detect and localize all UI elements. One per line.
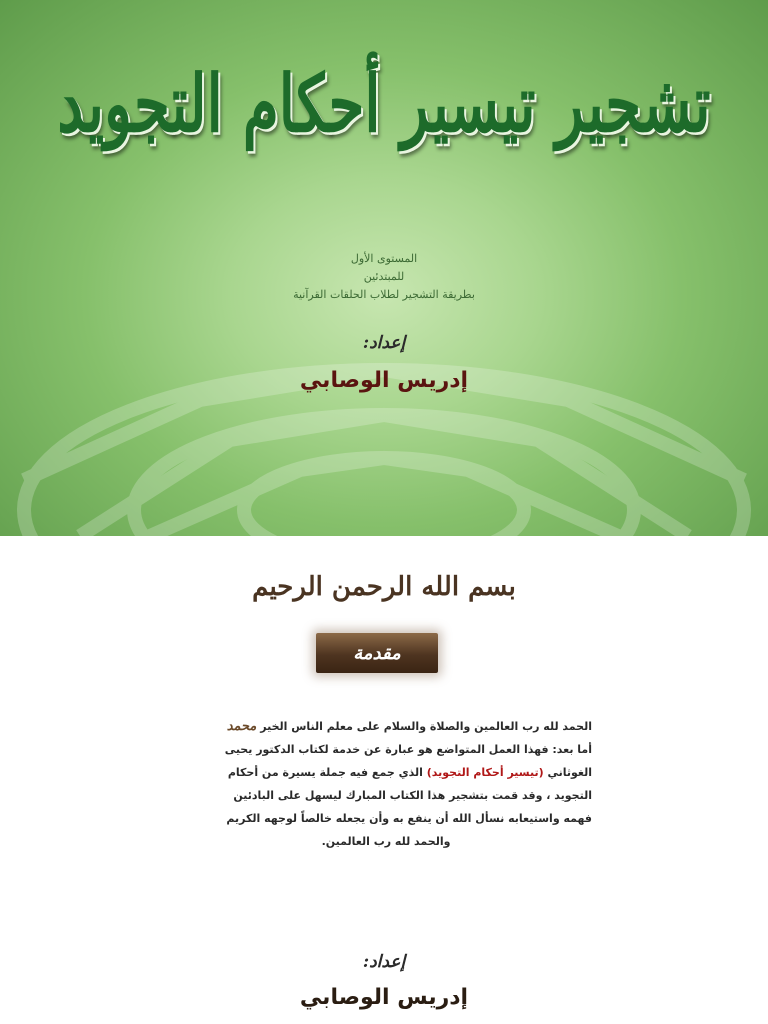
intro-body: [180, 715, 592, 853]
intro-author: إدريس الوصابي: [299, 985, 469, 1010]
geometric-pattern-background: [0, 280, 768, 536]
intro-line-3: الغوثاني (تيسير أحكام التجويد) الذي جمع فيه جملة يسيرة من أحكام: [227, 766, 592, 779]
book-title-highlight: (تيسير أحكام التجويد): [426, 766, 544, 779]
cover-title: تشجير تيسير أحكام التجويد: [57, 58, 711, 150]
intro-line-1: الحمد لله رب العالمين والصلاة والسلام على معلم الناس الخير محمد: [226, 719, 592, 734]
basmala: بسم الله الرحمن الرحيم: [252, 572, 516, 602]
cover-author: إدريس الوصابي: [299, 368, 469, 393]
cover-subtitle-block: [0, 250, 768, 304]
level-text: المستوى الأول: [350, 252, 418, 265]
intro-line-2: أما بعد: فهذا العمل المتواضع هو عبارة عن خدمة لكتاب الدكتور يحيى: [224, 743, 592, 756]
cover-prepared-label: إعداد:: [362, 333, 406, 353]
intro-heading: مقدمة: [353, 642, 401, 664]
method-text: بطريقة التشجير لطلاب الحلقات القرآنية: [293, 288, 475, 301]
intro-line-5: فهمه واستيعابه نسأل الله أن ينفع به وأن يجعله خالصاً لوجهه الكريم: [226, 812, 592, 825]
prophet-seal-icon: محمد: [226, 719, 257, 734]
intro-heading-box: [316, 633, 438, 673]
audience-text: للمبتدئين: [363, 270, 405, 283]
intro-line-4: التجويد ، وقد قمت بتشجير هذا الكتاب المبارك ليسهل على البادئين: [233, 789, 592, 802]
intro-prepared-label: إعداد:: [362, 952, 406, 972]
intro-line-6: والحمد لله رب العالمين.: [321, 835, 451, 848]
